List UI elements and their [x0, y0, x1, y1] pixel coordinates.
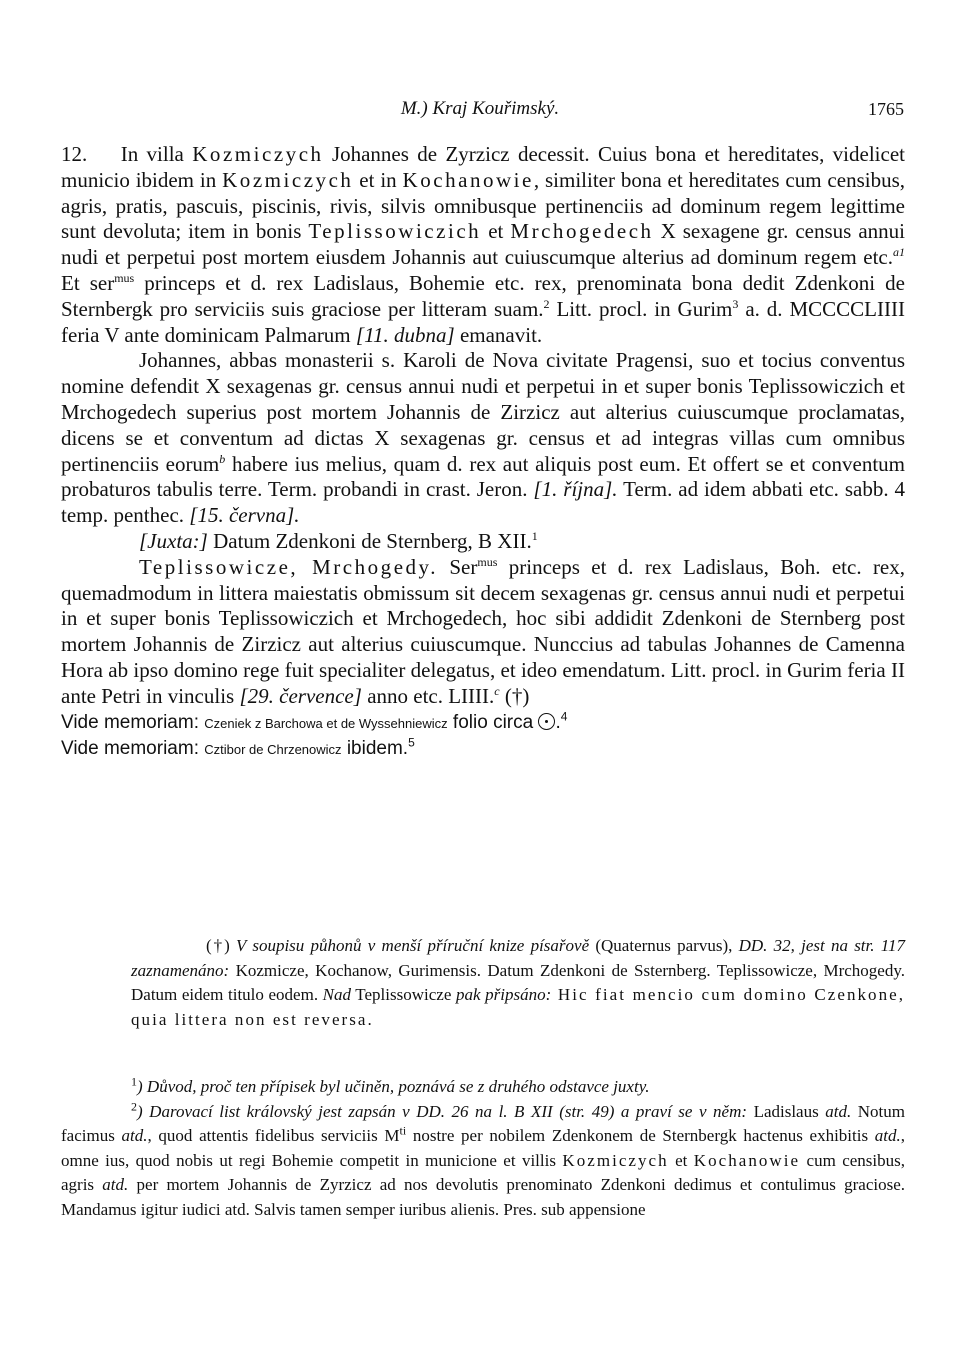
editorial-date: [29. července] — [239, 683, 362, 708]
entry-paragraph-2: Johannes, abbas monasterii s. Karoli de Nova civitate Pragensi, suo et tocius conventus nomine defendit X sexagenas gr. census annui nudi et perpetui in et super bonis Teplissowiczich et Mrchogedech superius post mortem Johannis de Zirzicz aut alterius cuiuscumque proclamatas, dicens se et conventum ad dictas X sexagenas gr. census et ad integras villas cum omnibus pertinenciis eorum$^b$ habere ius melius, quam d. rex aut aliquis post eum. Et offert se et conventum probaturos tabulis terre. Term. probandi in crast. Jeron. [1. října]. Term. ad idem abbati etc. sabb. 4 temp. penthec. [15. června]. — [61, 348, 905, 528]
running-title: M.) Kraj Kouřimský. — [400, 98, 560, 119]
place-name: Teplissowicze, Mrchogedy. — [139, 554, 438, 579]
entry-number: 12. — [61, 142, 88, 166]
place-name: Teplissowiczich — [308, 219, 482, 244]
footnote-marker: 1 — [531, 528, 538, 543]
editorial-note: [Juxta:] — [139, 528, 208, 553]
editorial-date: [1. října]. — [533, 477, 618, 502]
editorial-date: [15. června]. — [189, 503, 300, 528]
footnote-1: $^1$) Důvod, proč ten přípisek byl učiněn, poznává se z druhého odstavce juxty. — [131, 1074, 650, 1096]
footnote-marker: 3 — [732, 296, 739, 311]
place-name: Kozmiczych — [192, 142, 324, 166]
circle-dot-icon — [538, 713, 555, 730]
entry-paragraph-4: Teplissowicze, Mrchogedy. Ser$^{mus}$ princeps et d. rex Ladislaus, Boh. etc. rex, quemadmodum in littera maiestatis obmissum sit decem sexagenas gr. census annui nudi et perpetui in et super bonis Teplissowiczich et Mrchogedech, hoc sibi addidit Zdenkoni de Sternberg post mortem Johannis de Zirzicz aut alterius cuiuscumque. Nunccius ad tabulas Johannes de Camenna Hora ab ipso domino rege fuit specialiter delegatus, et ideo emendatum. Litt. procl. in Gurim feria II ante Petri in vinculis [29. července] anno etc. LIIII.$^c$ (†) — [61, 554, 906, 708]
editorial-date: [11. dubna] — [355, 322, 455, 347]
footnote-marker: 2 — [543, 296, 550, 311]
running-header — [0, 98, 960, 126]
footnote-marker: 5 — [408, 736, 415, 750]
superscript: mus — [114, 270, 135, 285]
dagger-note: (†) V soupisu půhonů v menší příruční knize písařově (Quaternus parvus), DD. 32, jest na str. 117 zaznamenáno: Kozmicze, Kochanow, Gurimensis. Datum Zdenkoni de Ssternberg. Teplissowicze, Mrchogedy. Datum eidem titulo eodem. Nad Teplissowicze pak připsáno: Hic fiat mencio cum domino Czenkone, quia littera non est reversa. — [131, 936, 905, 1029]
footnote-marker: a1 — [893, 245, 905, 260]
place-name: Kozmiczych — [222, 167, 354, 192]
superscript: mus — [477, 554, 498, 569]
entry-body — [61, 142, 905, 763]
memo-person: Czeniek z Barchowa et de Wyssehniewicz — [204, 715, 448, 731]
page-number: 1765 — [868, 99, 904, 119]
memo-line-2: Vide memoriam: Cztibor de Chrzenowicz ibidem.$^5$ — [61, 736, 415, 760]
memo-line-1: Vide memoriam: Czeniek z Barchowa et de Wyssehniewicz folio circa .$^4$ — [61, 709, 568, 733]
footnote-marker: c — [494, 683, 500, 698]
entry-paragraph-1: 12. In villa Kozmiczych Johannes de Zyrzicz decessit. Cuius bona et hereditates, videlicet municio ibidem in Kozmiczych et in Kochanowie, similiter bona et hereditates cum censibus, agris, pratis, pascuis, piscinis, rivis, silvis omnibusque pertinenciis ad dominum regem legittime sunt devoluta; item in bonis Teplissowiczich et Mrchogedech X sexagene gr. census annui nudi et perpetui post mortem eiusdem Johannis aut cuiuscumque alterius ad dominum regem etc.$^{a1}$ Et ser$^{mus}$ princeps et d. rex Ladislaus, Bohemie etc. rex, prenominata bona dedit Zdenkoni de Sternbergk pro serviciis suis graciose per litteram suam.$^2$ Litt. procl. in Gurim$^3$ a. d. MCCCCLIIII feria V ante dominicam Palmarum [11. dubna] emanavit. — [61, 142, 905, 347]
footnotes — [61, 1075, 905, 1222]
footnote-2: $^2$) Darovací list královský jest zapsán v DD. 26 na l. B XII (str. 49) a praví se v něm: Ladislaus atd. Notum facimus atd., quod attentis fidelibus serviciis $M^{ti}$ nostre per nobilem Zdenkonem de Sternbergk hactenus exhibitis atd., omne ius, quod nobis ut regi Bohemie competit in municione et villis Kozmiczych et Kochanowie cum censibus, agris atd. per mortem Johannis de Zyrzicz ad nos devolutis prenominato Zdenkoni dedimus et contulimus graciose. Mandamus igitur iudici atd. Salvis tamen semper iuribus alienis. Pres. sub appensione — [61, 1098, 906, 1219]
place-name: Kochanowie — [402, 167, 534, 192]
memo-person: Cztibor de Chrzenowicz — [204, 742, 342, 758]
footnote-marker: b — [219, 451, 226, 466]
footnote-marker: 4 — [560, 709, 568, 724]
entry-paragraph-3: [Juxta:] Datum Zdenkoni de Sternberg, B XII.$^1$ — [139, 528, 538, 553]
place-name: Mrchogedech — [510, 219, 654, 244]
